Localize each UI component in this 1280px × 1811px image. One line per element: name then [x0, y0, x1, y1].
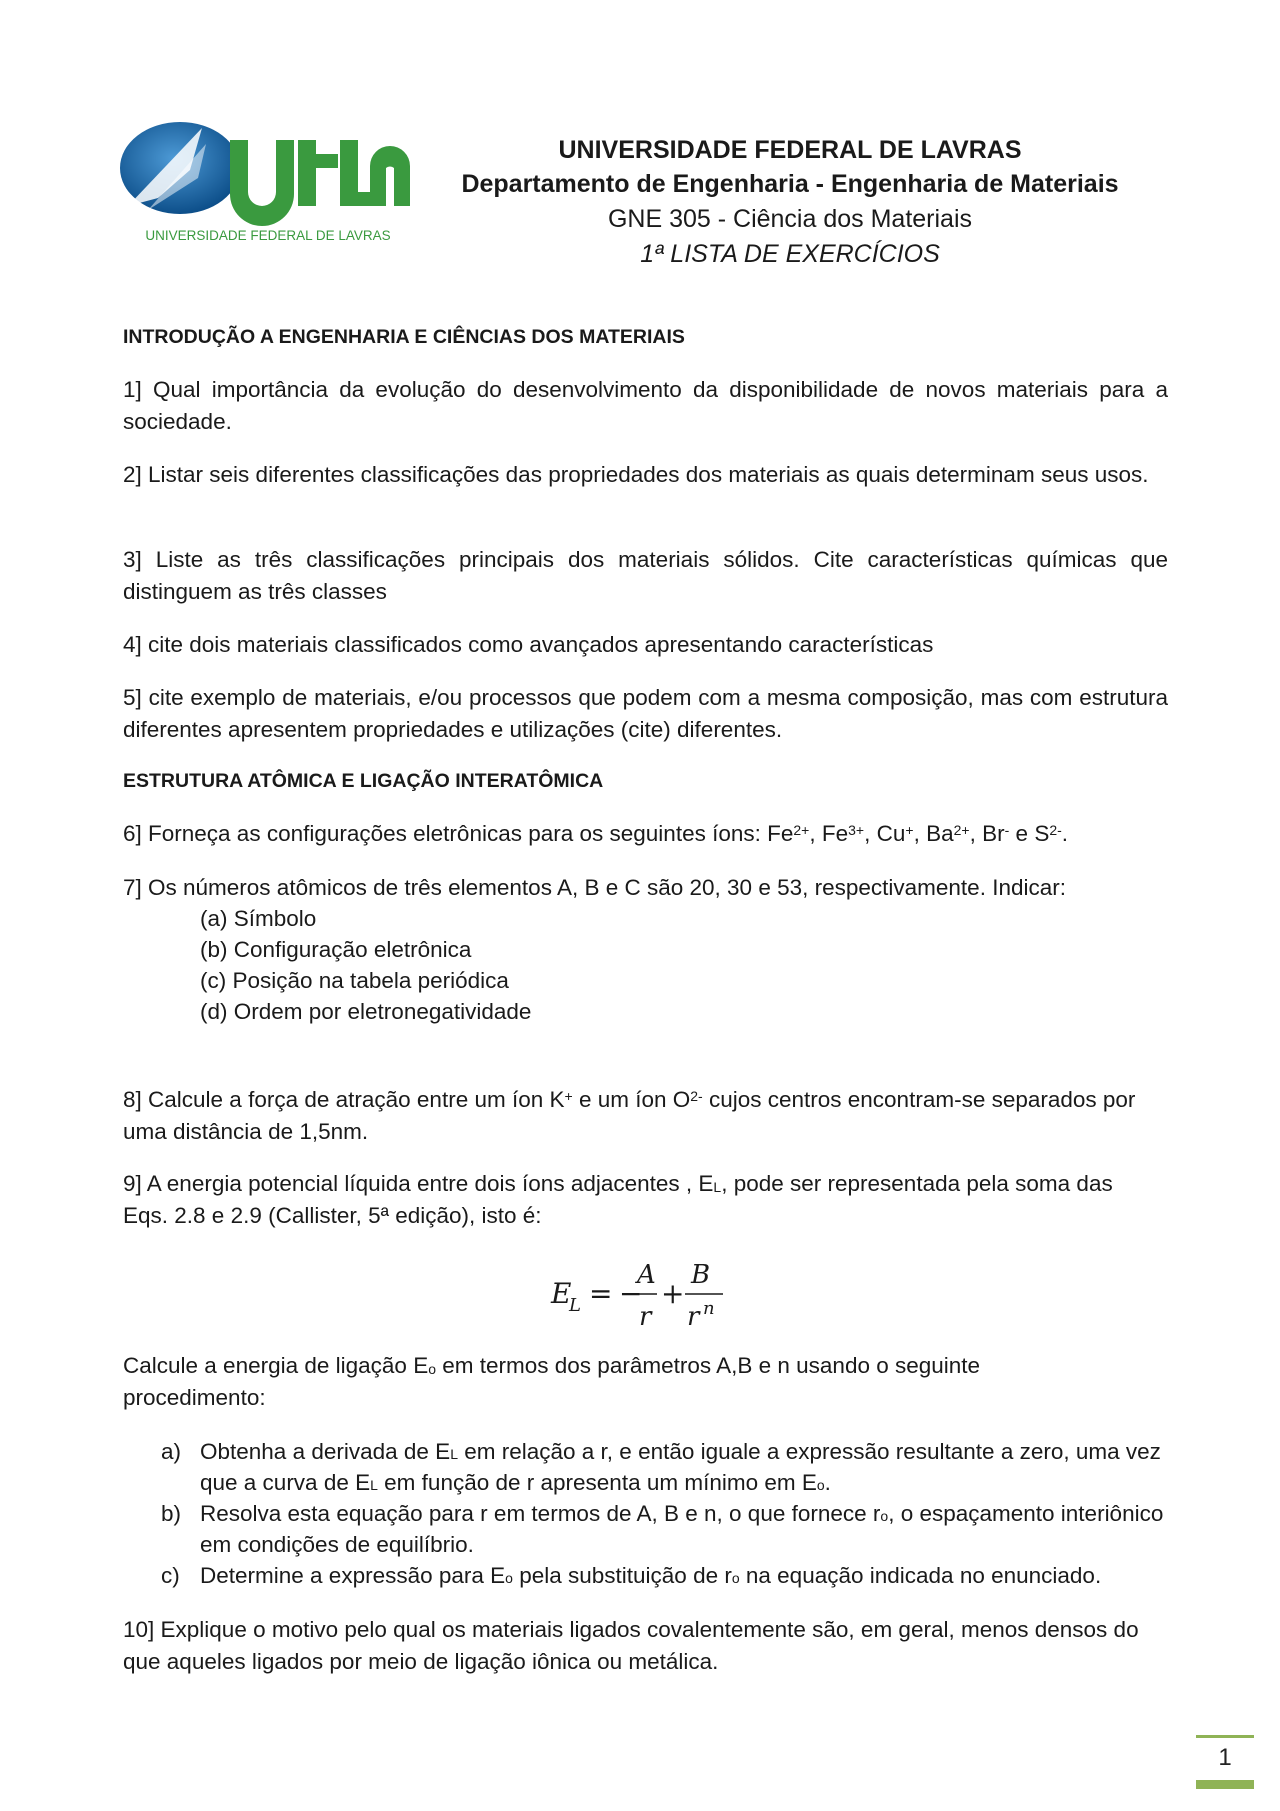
- svg-text:+: +: [661, 1277, 685, 1310]
- question-10: 10] Explique o motivo pelo qual os materiais ligados covalentemente são, em geral, menos densos do que aqueles ligados por meio de ligação iônica ou metálica.: [123, 1617, 1139, 1674]
- university-name: UNIVERSIDADE FEDERAL DE LAVRAS: [558, 136, 1022, 164]
- list-title: 1ª LISTA DE EXERCÍCIOS: [640, 240, 940, 268]
- section-heading-atomic: ESTRUTURA ATÔMICA E LIGAÇÃO INTERATÔMICA: [123, 770, 604, 792]
- page-number: 1: [1218, 1744, 1232, 1771]
- svg-text:n: n: [703, 1298, 715, 1319]
- question-7-items: [200, 903, 531, 1027]
- svg-text:=: =: [589, 1277, 613, 1310]
- list-item: c) Determine a expressão para $E_o$ pela substituição de $r_o$ na equação indicada no enunciado.: [161, 1563, 1102, 1588]
- question-7: 7] Os números atômicos de três elementos A, B e C são 20, 30 e 53, respectivamente. Indicar:: [123, 875, 1066, 900]
- potential-energy-equation: [545, 1253, 745, 1333]
- question-9-steps: [123, 1436, 1168, 1591]
- question-6: 6] Forneça as configurações eletrônicas para os seguintes íons: $Fe^{2+}$, $Fe^{3+}$, Cu+, $Ba^{2+}$, Br- e $S^{2-}$.: [123, 821, 1069, 846]
- svg-text:A: A: [637, 1260, 656, 1290]
- course-name: GNE 305 - Ciência dos Materiais: [607, 205, 973, 233]
- question-5: 5] cite exemplo de materiais, e/ou processos que podem com a mesma composição, mas com estrutura diferentes apresentem propriedades e utilizações (cite) diferentes.: [123, 685, 1168, 742]
- question-9: 9] A energia potencial líquida entre dois íons adjacentes , $E_L$, pode ser representada pela soma das Eqs. 2.8 e 2.9 (Callister, 5ª edição), isto é:: [123, 1171, 1113, 1228]
- list-item: a) Obtenha a derivada de $E_L$ em relação a r, e então iguale a expressão resultante a zero, uma vez que a curva de $E_L$ em função de r apresenta um mínimo em $E_o$.: [161, 1439, 1161, 1495]
- list-item: (d) Ordem por eletronegatividade: [200, 999, 532, 1024]
- svg-text:r: r: [639, 1302, 652, 1332]
- svg-text:E: E: [551, 1277, 572, 1310]
- question-9-calc: Calcule a energia de ligação $E_o$ em termos dos parâmetros A,B e n usando o seguinte procedimento:: [123, 1353, 981, 1410]
- list-item: (c) Posição na tabela periódica: [200, 968, 509, 993]
- svg-text:B: B: [691, 1260, 711, 1290]
- list-item: (b) Configuração eletrônica: [200, 937, 472, 962]
- ufla-logo: [118, 118, 410, 246]
- svg-text:L: L: [569, 1295, 581, 1316]
- question-8: 8] Calcule a força de atração entre um íon K+ e um íon $O^{2-}$ cujos centros encontram-se separados por uma distância de 1,5nm.: [123, 1087, 1136, 1144]
- svg-text:r: r: [687, 1302, 700, 1332]
- section-heading-intro: INTRODUÇÃO A ENGENHARIA E CIÊNCIAS DOS MATERIAIS: [123, 326, 685, 348]
- question-1: 1] Qual importância da evolução do desenvolvimento da disponibilidade de novos materiais para a sociedade.: [123, 377, 1168, 434]
- page-number-bar: [1196, 1780, 1254, 1789]
- logo-caption: UNIVERSIDADE FEDERAL DE LAVRAS: [145, 228, 391, 243]
- question-4: 4] cite dois materiais classificados como avançados apresentando características: [123, 632, 934, 657]
- page-number-rule-top: [1196, 1735, 1254, 1738]
- list-item: (a) Símbolo: [200, 906, 317, 931]
- question-3: 3] Liste as três classificações principais dos materiais sólidos. Cite características químicas que distinguem as três classes: [123, 547, 1168, 604]
- svg-text:−: −: [619, 1277, 643, 1310]
- list-item: b) Resolva esta equação para r em termos de A, B e n, o que fornece $r_o$, o espaçamento interiônico em condições de equilíbrio.: [161, 1501, 1164, 1557]
- document-header: [430, 133, 1150, 272]
- question-2: 2] Listar seis diferentes classificações das propriedades dos materiais as quais determinam seus usos.: [123, 462, 1149, 487]
- department-name: Departamento de Engenharia - Engenharia de Materiais: [461, 170, 1119, 198]
